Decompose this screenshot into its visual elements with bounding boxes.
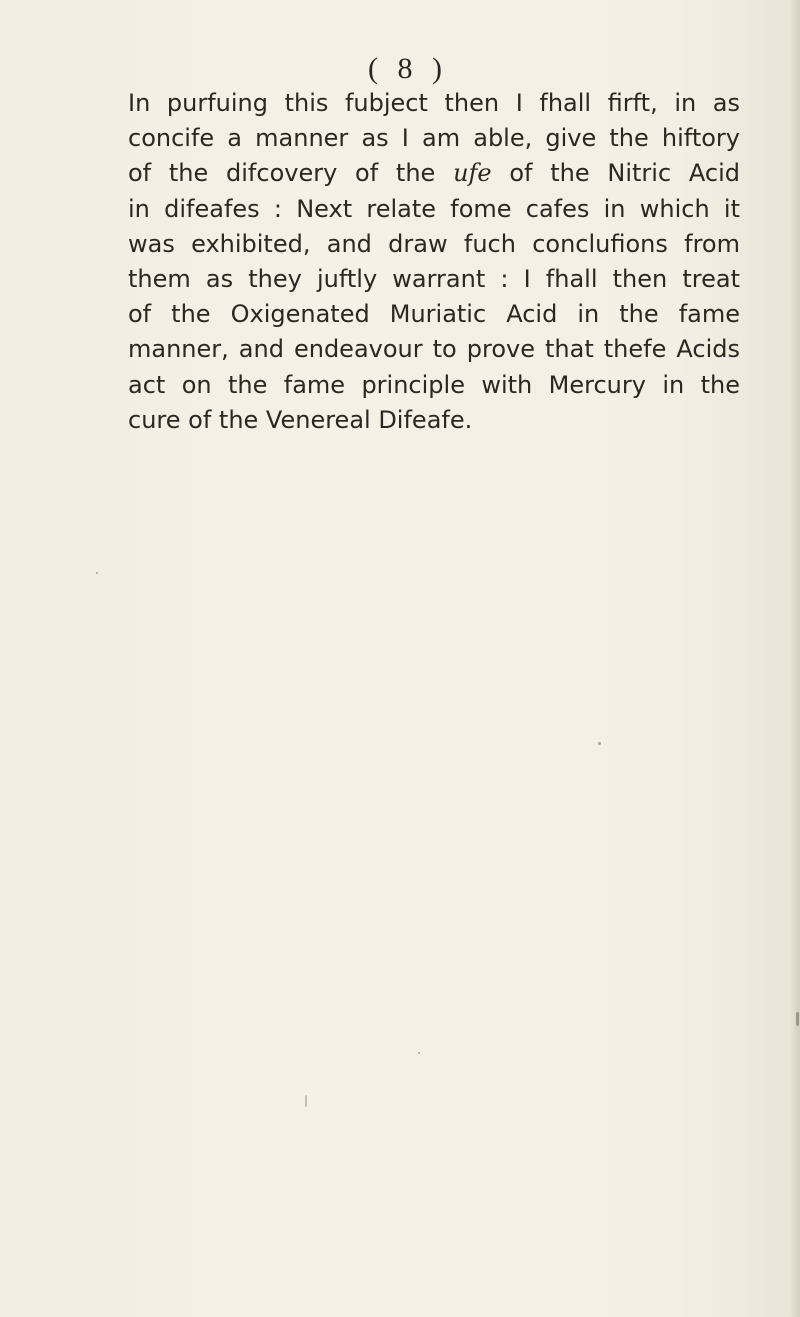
text-line: manner, and endeavour to prove that thefe Acids bbox=[128, 335, 740, 364]
text-segment: of the difcovery of the bbox=[128, 159, 454, 188]
paper-speck bbox=[96, 572, 98, 574]
text-line: act on the fame principle with Mercury in the bbox=[128, 370, 740, 399]
text-segment: of the Nitric Acid bbox=[491, 159, 741, 188]
text-line: them as they juftly warrant : I fhall then treat bbox=[128, 265, 740, 294]
text-line: was exhibited, and draw fuch conclufions from bbox=[128, 229, 740, 258]
text-line: concife a manner as I am able, give the hiftory bbox=[128, 124, 740, 153]
page-number: ( 8 ) bbox=[368, 52, 448, 85]
body-paragraph bbox=[128, 86, 740, 438]
text-line: of the Oxigenated Muriatic Acid in the fame bbox=[128, 300, 740, 329]
page-edge-shadow bbox=[790, 0, 800, 1317]
paper-speck bbox=[305, 1095, 307, 1107]
text-line: cure of the Venereal Difeafe. bbox=[128, 405, 473, 434]
paper-speck bbox=[796, 1012, 799, 1026]
text-line: In purfuing this fubject then I fhall firft, in as bbox=[128, 89, 740, 117]
text-line bbox=[128, 156, 740, 191]
italic-word: ufe bbox=[453, 159, 492, 188]
paper-speck bbox=[598, 742, 601, 745]
text-line: in difeafes : Next relate fome cafes in which it bbox=[128, 194, 740, 223]
paper-speck bbox=[418, 1052, 420, 1054]
